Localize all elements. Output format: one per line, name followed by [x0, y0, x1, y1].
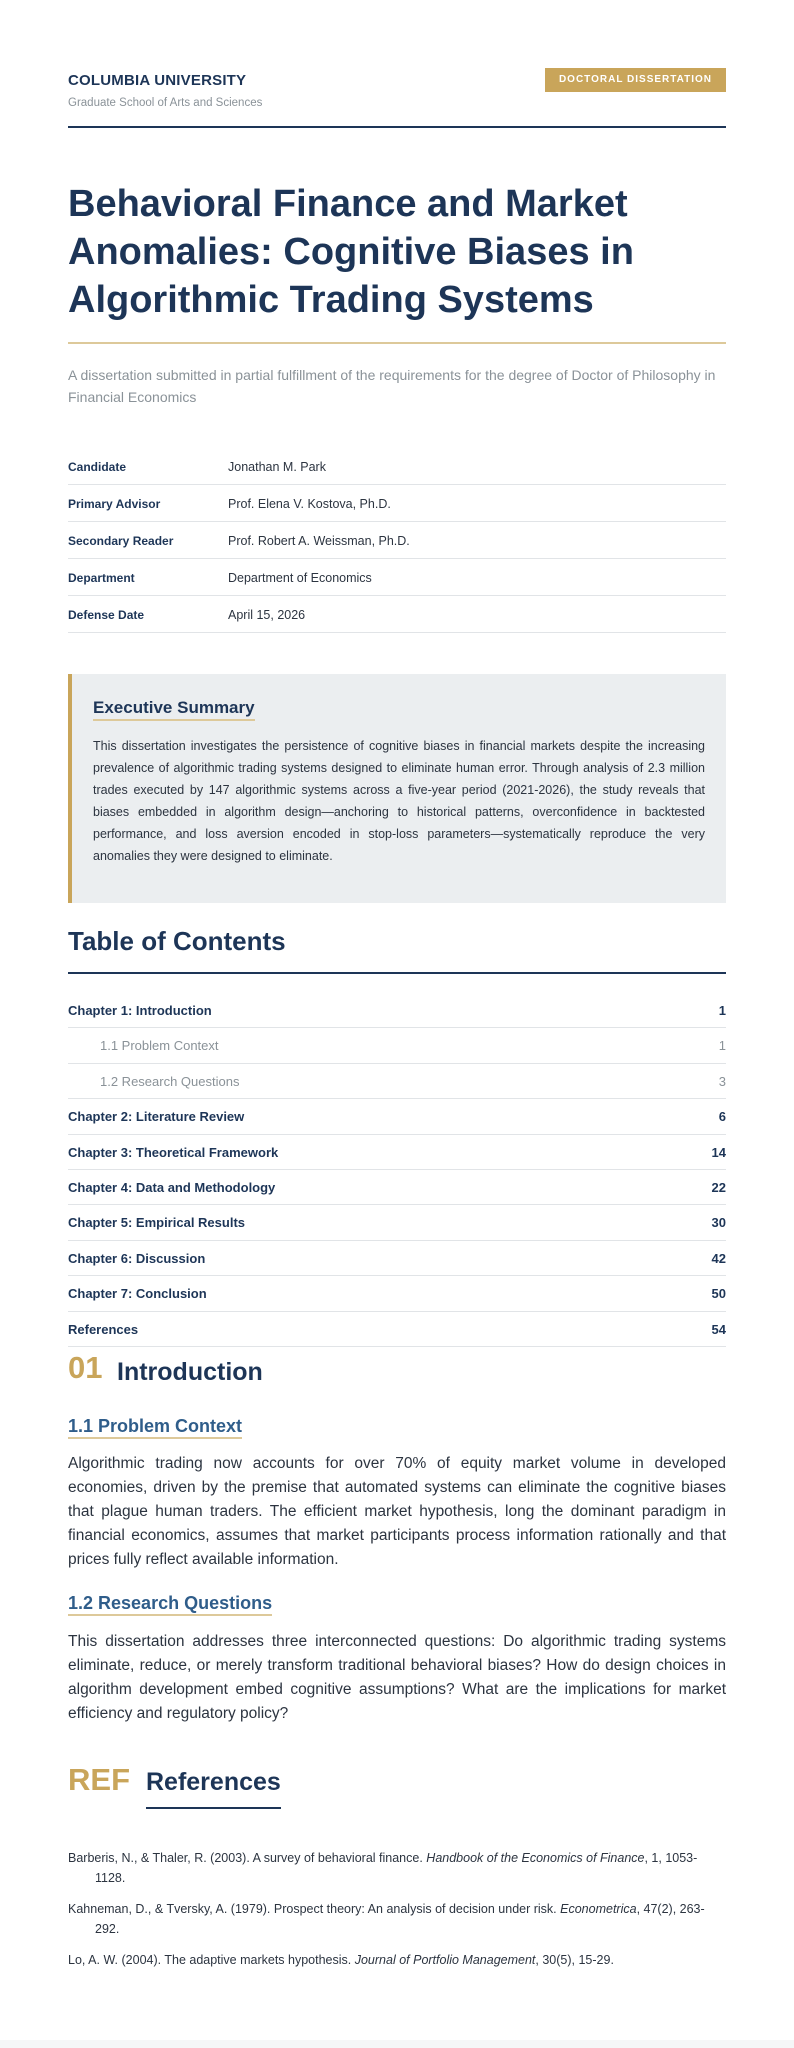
section-heading: 1.1 Problem Context: [68, 1416, 242, 1439]
references-marker: REF: [68, 1762, 130, 1797]
metadata-value: Jonathan M. Park: [228, 460, 326, 474]
toc-entry-page: 30: [711, 1215, 726, 1231]
toc-entry[interactable]: [68, 1241, 726, 1276]
document-header: [68, 68, 726, 128]
chapter-number: 01: [68, 1350, 103, 1385]
metadata-row: [68, 559, 726, 596]
dissertation-subtitle: A dissertation submitted in partial fulfillment of the requirements for the degree of Doctor of Philosophy in Financial Economics: [68, 367, 716, 405]
toc-entry-label: 1.2 Research Questions: [100, 1073, 240, 1089]
toc-entry-label: References: [68, 1321, 139, 1337]
toc-entry-page: 50: [711, 1286, 726, 1302]
metadata-row: [68, 485, 726, 522]
executive-summary-heading: Executive Summary: [93, 698, 255, 721]
metadata-value: April 15, 2026: [228, 608, 306, 622]
reference-entry: Kahneman, D., & Tversky, A. (1979). Prospect theory: An analysis of decision under risk. Econometrica, 47(2), 263-292.: [68, 1902, 705, 1936]
university-name: COLUMBIA UNIVERSITY: [68, 72, 247, 89]
reference-list: [68, 1848, 726, 1981]
metadata-label: Defense Date: [68, 608, 145, 622]
toc-entry[interactable]: [68, 1312, 726, 1347]
table-of-contents: [68, 993, 726, 1347]
dissertation-title: Behavioral Finance and Market Anomalies: Cognitive Biases in Algorithmic Trading Systems: [68, 183, 634, 321]
reference-entry: Lo, A. W. (2004). The adaptive markets hypothesis. Journal of Portfolio Management, 30(5), 15-29.: [68, 1953, 614, 1967]
toc-entry-label: Chapter 4: Data and Methodology: [68, 1179, 276, 1195]
toc-entry-page: 42: [711, 1250, 726, 1266]
toc-entry-label: Chapter 2: Literature Review: [68, 1109, 245, 1125]
section-heading: 1.2 Research Questions: [68, 1593, 272, 1616]
metadata-label: Secondary Reader: [68, 534, 174, 548]
metadata-label: Candidate: [68, 460, 127, 474]
toc-entry-page: 22: [711, 1179, 726, 1195]
toc-entry[interactable]: [68, 993, 726, 1028]
metadata-row: [68, 448, 726, 485]
reference-entry: Barberis, N., & Thaler, R. (2003). A survey of behavioral finance. Handbook of the Economics of Finance, 1, 1053-1128.: [68, 1851, 698, 1885]
toc-entry-label: Chapter 3: Theoretical Framework: [68, 1144, 279, 1160]
toc-entry[interactable]: [68, 1205, 726, 1240]
toc-entry-page: 1: [718, 1038, 726, 1054]
toc-entry-label: Chapter 6: Discussion: [68, 1250, 206, 1266]
document-type-badge: DOCTORAL DISSERTATION: [545, 68, 726, 92]
metadata-row: [68, 596, 726, 633]
metadata-row: [68, 522, 726, 559]
section-paragraph: Algorithmic trading now accounts for over 70% of equity market volume in developed economies, driven by the premise that automated systems can eliminate the cognitive biases that plague human traders. The efficient market hypothesis, long the dominant paradigm in financial economics, assumes that market participants process information rationally and that prices fully reflect available information.: [68, 1455, 726, 1568]
metadata-label: Department: [68, 571, 135, 585]
metadata-value: Prof. Elena V. Kostova, Ph.D.: [228, 497, 391, 511]
toc-entry-label: Chapter 7: Conclusion: [68, 1286, 207, 1302]
toc-subentry[interactable]: [68, 1064, 726, 1099]
title-divider: [68, 342, 726, 344]
toc-entry-label: Chapter 5: Empirical Results: [68, 1215, 245, 1231]
executive-summary-text: This dissertation investigates the persistence of cognitive biases in financial markets despite the increasing prevalence of algorithmic trading systems designed to eliminate human error. Through analysis of 2.3 million trades executed by 147 algorithmic systems across a five-year period (2021-2026), the study reveals that biases embedded in algorithm design—anchoring to historical patterns, overconfidence in backtested performance, and loss aversion encoded in stop-loss parameters—systematically reproduce the very anomalies they were designed to eliminate.: [93, 739, 705, 863]
toc-divider: [68, 972, 726, 974]
metadata-value: Prof. Robert A. Weissman, Ph.D.: [228, 534, 410, 548]
toc-entry-page: 54: [711, 1321, 726, 1337]
executive-summary-box: [68, 674, 726, 903]
toc-heading: Table of Contents: [68, 926, 286, 956]
toc-entry-page: 6: [718, 1109, 726, 1125]
metadata-value: Department of Economics: [228, 571, 372, 585]
toc-entry-label: Chapter 1: Introduction: [68, 1003, 212, 1018]
toc-entry-page: 1: [718, 1003, 726, 1018]
toc-entry-page: 3: [718, 1073, 726, 1089]
toc-entry[interactable]: [68, 1170, 726, 1205]
toc-entry[interactable]: [68, 1099, 726, 1134]
toc-entry[interactable]: [68, 1135, 726, 1170]
metadata-label: Primary Advisor: [68, 497, 161, 511]
toc-subentry[interactable]: [68, 1028, 726, 1063]
chapter-title: Introduction: [117, 1358, 263, 1386]
toc-entry-page: 14: [711, 1144, 726, 1160]
school-name: Graduate School of Arts and Sciences: [68, 97, 263, 109]
section-paragraph: This dissertation addresses three interconnected questions: Do algorithmic trading systems eliminate, reduce, or merely transform traditional behavioral biases? How do design choices in algorithm development embed cognitive assumptions? What are the implications for market efficiency and regulatory policy?: [68, 1633, 726, 1722]
references-heading: References: [146, 1768, 281, 1809]
metadata-table: [68, 448, 726, 633]
toc-entry-label: 1.1 Problem Context: [100, 1038, 219, 1054]
toc-entry[interactable]: [68, 1276, 726, 1311]
